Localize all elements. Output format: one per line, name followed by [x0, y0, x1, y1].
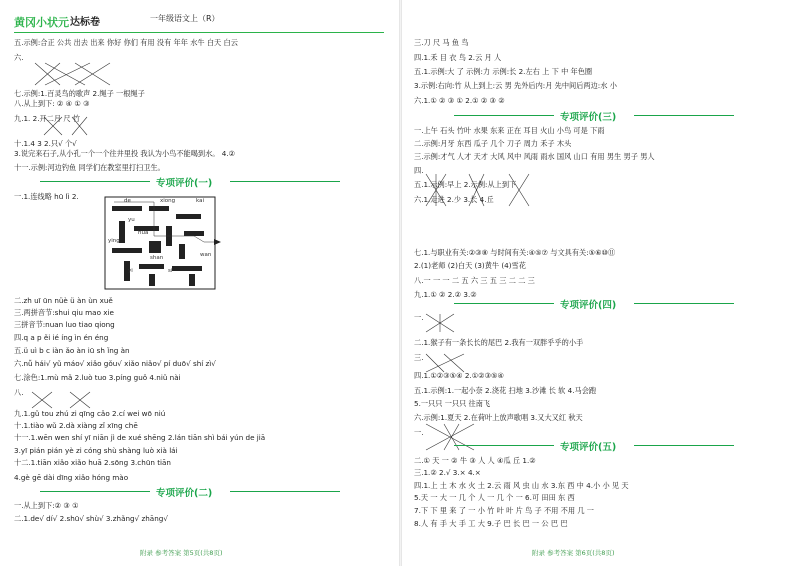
answer-line: 十.1.4 3 2.只√ 个√ [14, 139, 77, 148]
answer-line: 十一.1.wēn wen shí yī niān jì de xué shēng 2.lán tiān shì bái yún de jiā [14, 433, 266, 442]
answer-line: 五.1.示例:1.一起小奈 2.浇花 扫地 3.沙滩 长 软 4.马会跑 [414, 386, 597, 395]
answer-line: 5.一只只 一只只 往南飞 [414, 399, 491, 408]
answer-line: 二.1.猴子有一条长长的尾巴 2.我有一双胖乎乎的小手 [414, 338, 584, 347]
answer-line: 3.yī pián pián yè zi cóng shù shàng luò xià lái [14, 446, 178, 455]
maze-label: kai [196, 198, 204, 204]
section-rule [454, 115, 554, 116]
section-rule [230, 181, 340, 182]
answer-line: 六.nǚ hái√ yǔ máo√ xiǎo gǒu√ xiǎo niǎo√ pí duō√ shí zì√ [14, 359, 216, 368]
answer-line: 八.一 一 一 二 五 六 三 五 三 二 二 三 [414, 276, 535, 285]
brand-logo: 黄冈小状元 [14, 16, 69, 29]
answer-line: 5.天 一 大 一 几 个 人 一 几 个 一 6.可 田田 东 西 [414, 493, 575, 502]
answer-line: 三.两拼音节:shui qiu mao xie [14, 308, 114, 317]
matching-lines-right-sec5 [424, 420, 484, 455]
section-rule [454, 303, 554, 304]
answer-line: 7.下 下 里 来 了 一 小 竹 叶 叶 片 鸟 子 不用 不用 几 一 [414, 506, 594, 515]
answer-line: 五.ü uì b c iàn ǎo àn iū sh ǐng àn [14, 346, 130, 355]
answer-line: 4.gè gē dài dīng xiǎo hóng mào [14, 473, 129, 482]
answer-line: 一. [414, 428, 424, 437]
section-title: 专项评价(三) [560, 112, 617, 123]
answer-line: 七.示例:1.百灵鸟的歌声 2.绳子 一根绳子 [14, 89, 145, 98]
maze-label: yu [128, 217, 135, 223]
maze-label: si [168, 268, 173, 274]
answer-line: 五.1.示例:早上 2.示例:从上到下 [414, 180, 517, 189]
section-rule [634, 445, 734, 446]
answer-line: 三.示例:才气 人才 天才 大风 风中 风雨 雨水 国风 山口 有用 男生 男子 男人 [414, 152, 655, 161]
answer-line: 一.1.连线略 hū lì 2. [14, 192, 79, 201]
matching-lines-six [30, 60, 130, 90]
section-title: 专项评价(二) [156, 488, 213, 499]
answer-line: 四. [414, 166, 424, 175]
answer-line: 六.示例:1.夏天 2.在荷叶上放声歌唱 3.又大又红 秋天 [414, 413, 583, 422]
answer-line: 八.从上到下: ② ④ ① ③ [14, 99, 90, 108]
answer-line: 九.1.gǔ tou zhú zi qīng cǎo 2.cí wei wō niú [14, 409, 166, 418]
section-rule [40, 181, 150, 182]
answer-line: 七.1.与职业有关:②③⑧ 与时间有关:④⑤⑦ 与文具有关:⑤⑥⑩⑪ [414, 248, 616, 257]
section-rule [40, 491, 150, 492]
answer-line: 六.1.走进 2.少 3.长 4.丘 [414, 195, 494, 204]
answer-line: 六.1.① ② ③ ① 2.① ② ③ ② [414, 96, 505, 105]
matching-lines-eight [30, 390, 110, 410]
answer-line: 3.说完来石子,从小孔一个一个往井里投 我认为小鸟不能喝到水。 4.② [14, 149, 236, 158]
answer-line: 七.涂色:1.mù mǎ 2.luò tuo 3.píng guǒ 4.niǔ nài [14, 373, 181, 382]
answer-line: 四.1.禾 目 衣 鸟 2.云 月 人 [414, 53, 502, 62]
answer-line: 三拼音节:nuan luo tiao qiong [14, 320, 115, 329]
answer-line: 四.q a p ěi ié íng ìn én éng [14, 333, 109, 342]
answer-line: 十.1.tiào wǔ 2.dà xiàng zǐ xīng chē [14, 421, 138, 430]
answer-line: 3.示例:右向:竹 从上到上:云 男 先外后内:月 先中间后两边:水 小 [414, 81, 617, 90]
answer-line: 一.上午 石头 竹叶 水果 东来 正在 耳目 火山 小鸟 可是 下雨 [414, 126, 605, 135]
answer-line: 三.1.② 2.√ 3.× 4.× [414, 468, 481, 477]
section-title: 专项评价(五) [560, 442, 617, 453]
page-footer: 附录 参考答案 第6页(共8页) [532, 549, 615, 557]
maze-label: xiong [160, 198, 176, 204]
answer-line: 九.1. 2.开二月 尺 竹 [14, 114, 80, 123]
maze-label: ying [108, 238, 120, 244]
section-rule [230, 491, 340, 492]
maze-label: wan [200, 252, 212, 258]
header-rule [14, 32, 384, 33]
answer-line: 一. [414, 313, 424, 322]
section-rule [454, 445, 554, 446]
answer-line: 8.人 有 手 大 手 工 大 9.子 巴 长 巴 一 公 巴 巴 [414, 519, 568, 528]
matching-lines-right-four [424, 170, 534, 210]
answer-line: 六. [14, 53, 24, 62]
answer-line: 二.① 天 一 ② 牛 ③ 人 人 ④瓜 丘 1.② [414, 456, 536, 465]
section-rule [634, 115, 734, 116]
section-title: 专项评价(一) [156, 178, 213, 189]
matching-lines-right-sec4 [424, 312, 464, 334]
answer-line: 一.从上到下:② ③ ① [14, 501, 79, 510]
grade-label: 一年级语文上（R） [150, 14, 220, 23]
answer-line: 二.1.de√ dí√ 2.shū√ shù√ 3.zhǎng√ zhāng√ [14, 514, 168, 523]
page-footer: 附录 参考答案 第5页(共8页) [140, 549, 223, 557]
answer-line: 三. [414, 353, 424, 362]
maze-label: hua [138, 230, 149, 236]
answer-line: 五.示例:合正 公共 出去 出来 你好 你们 有用 没有 年年 水牛 白天 白云 [14, 38, 238, 47]
answer-line: 八. [14, 388, 24, 397]
answer-line: 二.zh uī ūn nüè ü àn ùn xuě [14, 296, 113, 305]
maze-label: yi [128, 268, 133, 274]
answer-line: 九.1.① ② 2.② 3.② [414, 290, 477, 299]
section-rule [634, 303, 734, 304]
maze-label: shan [150, 255, 164, 261]
answer-line: 三.刀 尺 马 鱼 鸟 [414, 38, 469, 47]
right-page [402, 0, 800, 566]
answer-line: 2.(1)老师 (2)白天 (3)黄牛 (4)雪花 [414, 261, 526, 270]
answer-line: 四.1.①②③⑤④ 2.①②③⑤④ [414, 371, 504, 380]
answer-line: 十一.示例:河边钓鱼 同学们在教室里打扫卫生。 [14, 163, 165, 172]
answer-line: 二.示例:月牙 东西 瓜子 几个 刀子 周力 禾子 木头 [414, 139, 572, 148]
maze-figure [104, 196, 222, 292]
section-title: 专项评价(四) [560, 300, 617, 311]
answer-line: 十二.1.tiān xiǎo xiǎo huā 2.sōng 3.chūn tiān [14, 458, 171, 467]
answer-line: 四.1.上 土 木 水 火 土 2.云 雨 风 虫 山 水 3.东 西 中 4.小 小 见 天 [414, 481, 629, 490]
badge-title: 达标卷 [70, 17, 100, 28]
maze-label: de [124, 198, 131, 204]
answer-line: 五.1.示例:大 了 示例:力 示例:长 2.左右 上 下 中 年色圈 [414, 67, 593, 76]
